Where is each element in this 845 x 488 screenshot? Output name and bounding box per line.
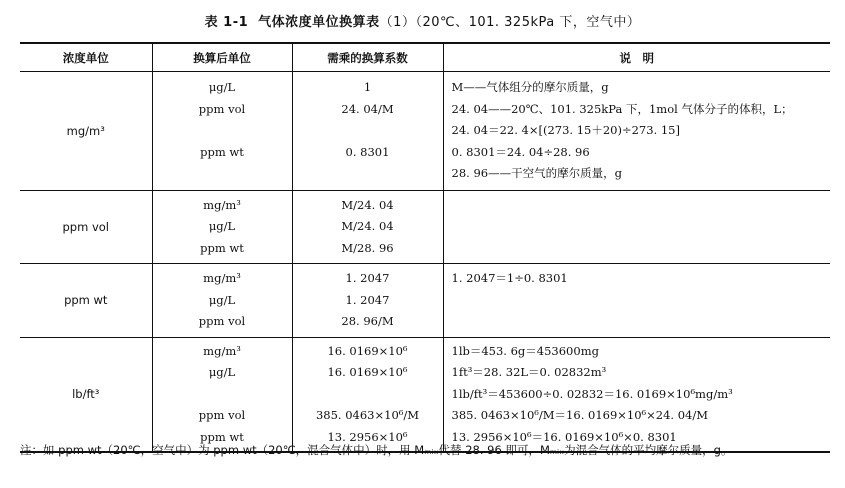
converted-unit [153,384,292,406]
source-unit-cell: ppm vol [20,190,152,264]
table-row [20,264,830,338]
table-title: 气体浓度单位换算表 [258,15,380,30]
factor-value: 0. 8301 [345,144,390,159]
description-line: 1lb＝453. 6g＝453600mg [451,343,599,358]
group-2 [20,264,830,338]
converted-unit: ppm wt [200,240,244,255]
table-subtitle: （1）（20℃、101. 325kPa 下，空气中） [379,15,641,30]
table-row [20,337,830,452]
source-unit-cell: mg/m³ [20,72,152,191]
converted-unit-cell [152,72,292,191]
description-line: 24. 04——20℃、101. 325kPa 下，1mol 气体分子的体积，L； [451,101,793,116]
table-note: 注：如 ppm wt（20℃，空气中）为 ppm wt（20℃，混合气体中）时，用 Mₘᵢₓ代替 28. 96 即可，Mₘᵢₓ为混合气体的平均摩尔质量，g。 [20,443,733,457]
factor-value: 385. 0463×10⁶/M [315,408,420,422]
converted-unit-cell [152,264,292,338]
converted-unit: mg/m³ [203,271,241,285]
description-line: 385. 0463×10⁶/M＝16. 0169×10⁶×24. 04/M [451,408,709,422]
factor-value [293,384,443,406]
converted-unit: mg/m³ [203,197,241,212]
header-concentration-unit: 浓度单位 [20,43,152,72]
description-line-cell [443,190,830,264]
factor-value-cell [292,337,443,452]
converted-unit: ppm wt [200,429,244,444]
factor-value: 28. 96/M [341,314,394,328]
factor-value: 13. 2956×10⁶ [327,429,408,444]
header-row [20,43,830,72]
converted-unit: ppm wt [200,144,244,159]
factor-value: M/24. 04 [341,219,394,233]
table-number: 表 1-1 [204,15,249,30]
description-line: 28. 96——干空气的摩尔质量，g [451,166,622,180]
description-line: M——气体组分的摩尔质量，g [451,80,609,94]
factor-value-cell [292,190,443,264]
factor-value [293,163,443,185]
converted-unit-cell [152,190,292,264]
converted-unit [153,120,292,142]
description-line [444,238,831,260]
description-line: 1. 2047＝1÷0. 8301 [451,271,568,285]
factor-value: 1. 2047 [345,271,390,285]
factor-value: M/24. 04 [341,197,394,212]
factor-value: 16. 0169×10⁶ [327,343,408,358]
converted-unit: mg/m³ [203,343,241,358]
converted-unit-cell [152,337,292,452]
description-line: 24. 04＝22. 4×[(273. 15＋20)÷273. 15] [451,123,680,137]
description-line [444,216,831,238]
converted-unit: ppm vol [198,314,246,328]
description-line: 0. 8301＝24. 04÷28. 96 [451,144,590,159]
factor-value: 24. 04/M [341,101,394,116]
converted-unit [153,163,292,185]
header-converted-unit: 换算后单位 [152,43,292,72]
group-0 [20,72,830,191]
description-line: 13. 2956×10⁶＝16. 0169×10⁶×0. 8301 [451,429,677,444]
description-line: 1lb/ft³＝453600÷0. 02832＝16. 0169×10⁶mg/m³ [451,386,733,401]
description-line [444,195,831,217]
table-row [20,72,830,191]
source-unit-cell: lb/ft³ [20,337,152,452]
factor-value: M/28. 96 [341,240,394,255]
conversion-table [20,42,830,453]
description-line: 1ft³＝28. 32L＝0. 02832m³ [451,365,607,379]
converted-unit: ppm vol [198,408,246,422]
group-3 [20,337,830,452]
description-line-cell [443,264,830,338]
table-caption [0,11,845,30]
converted-unit: ppm vol [198,101,246,116]
converted-unit: μg/L [208,292,236,307]
factor-value-cell [292,264,443,338]
factor-value: 1. 2047 [345,292,390,307]
group-1 [20,190,830,264]
converted-unit: μg/L [208,219,236,233]
header-description: 说 明 [443,43,830,72]
factor-value: 16. 0169×10⁶ [327,365,408,379]
factor-value-cell [292,72,443,191]
converted-unit: μg/L [208,80,236,94]
source-unit-cell: ppm wt [20,264,152,338]
converted-unit: μg/L [208,365,236,379]
factor-value [293,120,443,142]
description-line [444,311,831,333]
factor-value: 1 [363,80,372,94]
table-row [20,190,830,264]
description-line-cell [443,337,830,452]
description-line-cell [443,72,830,191]
description-line [444,290,831,312]
header-factor: 需乘的换算系数 [292,43,443,72]
